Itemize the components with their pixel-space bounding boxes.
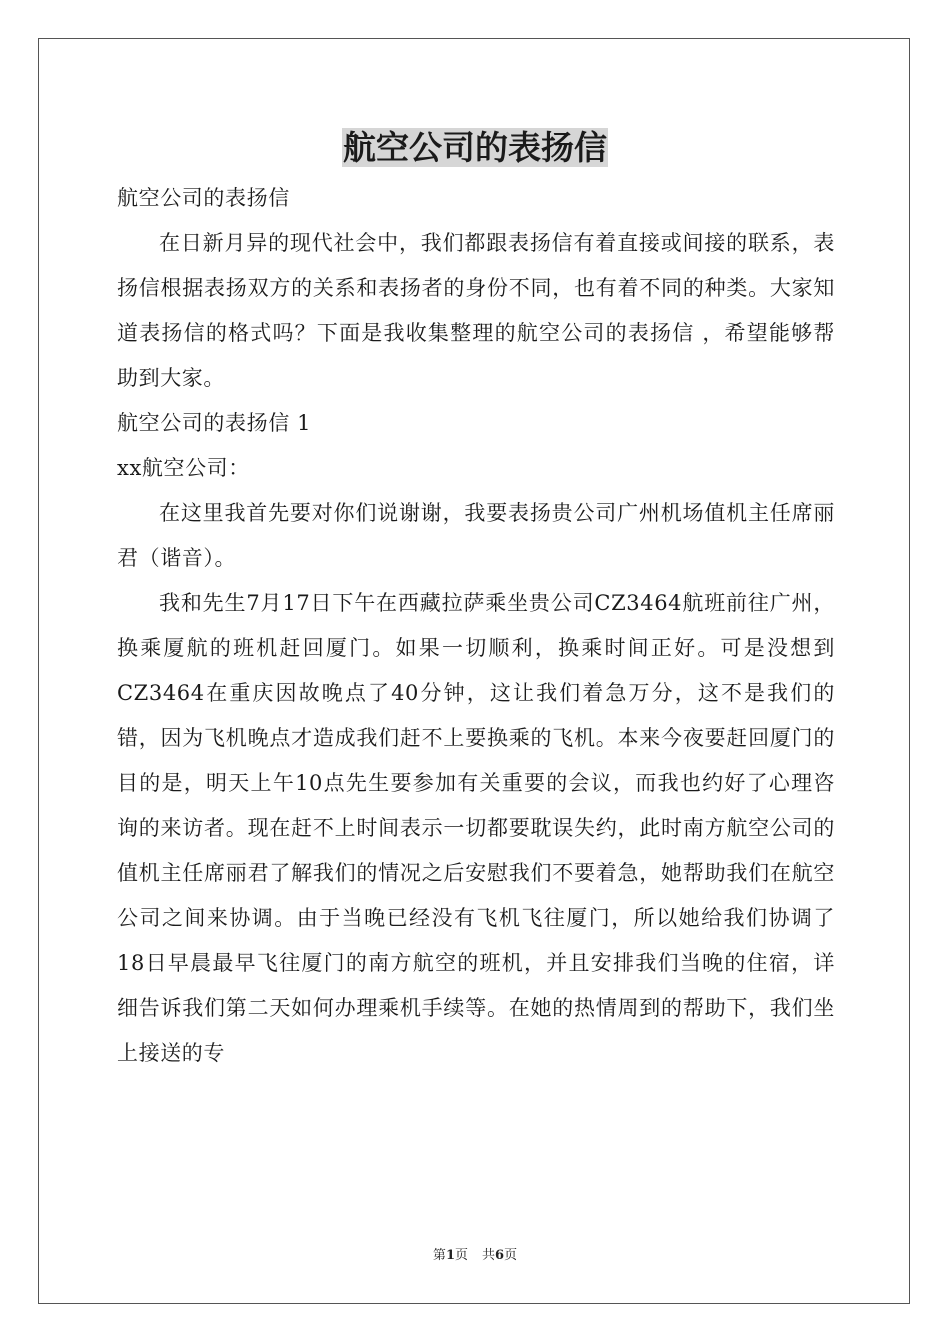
document-title-text: 航空公司的表扬信 <box>343 128 607 167</box>
document-title <box>0 124 950 172</box>
intro-paragraph: 在日新月异的现代社会中，我们都跟表扬信有着直接或间接的联系，表扬信根据表扬双方的关系和表扬者的身份不同，也有着不同的种类。大家知道表扬信的格式吗？下面是我收集整理的航空公司的表扬信 ，希望能够帮助到大家。 <box>117 231 835 390</box>
total-pages-unit: 页 <box>504 1248 518 1263</box>
letter-paragraph: 我和先生7月17日下午在西藏拉萨乘坐贵公司CZ3464航班前往广州，换乘厦航的班机赶回厦门。如果一切顺利，换乘时间正好。可是没想到CZ3464在重庆因故晚点了40分钟，这让我们着急万分，这不是我们的错，因为飞机晚点才造成我们赶不上要换乘的飞机。本来今夜要赶回厦门的目的是，明天上午10点先生要参加有关重要的会议，而我也约好了心理咨询的来访者。现在赶不上时间表示一切都要耽误失约，此时南方航空公司的值机主任席丽君了解我们的情况之后安慰我们不要着急，她帮助我们在航空公司之间来协调。由于当晚已经没有飞机飞往厦门，所以她给我们协调了18日早晨最早飞往厦门的南方航空的班机，并且安排我们当晚的住宿，详细告诉我们第二天如何办理乘机手续等。在她的热情周到的帮助下，我们坐上接送的专 <box>117 591 835 1065</box>
letter-paragraph: 在这里我首先要对你们说谢谢，我要表扬贵公司广州机场值机主任席丽君（谐音）。 <box>117 501 835 570</box>
total-pages-prefix: 共 <box>482 1248 496 1263</box>
page-number-prefix: 第 <box>432 1248 446 1263</box>
total-page-count: 6 <box>495 1248 505 1263</box>
document-body <box>117 176 835 1076</box>
page-footer <box>0 1247 950 1265</box>
page-number-unit: 页 <box>454 1248 468 1263</box>
document-subtitle: 航空公司的表扬信 <box>117 186 290 210</box>
letter-heading: 航空公司的表扬信 1 <box>117 411 312 435</box>
current-page-number: 1 <box>445 1248 455 1263</box>
letter-salutation: xx航空公司： <box>117 456 250 480</box>
